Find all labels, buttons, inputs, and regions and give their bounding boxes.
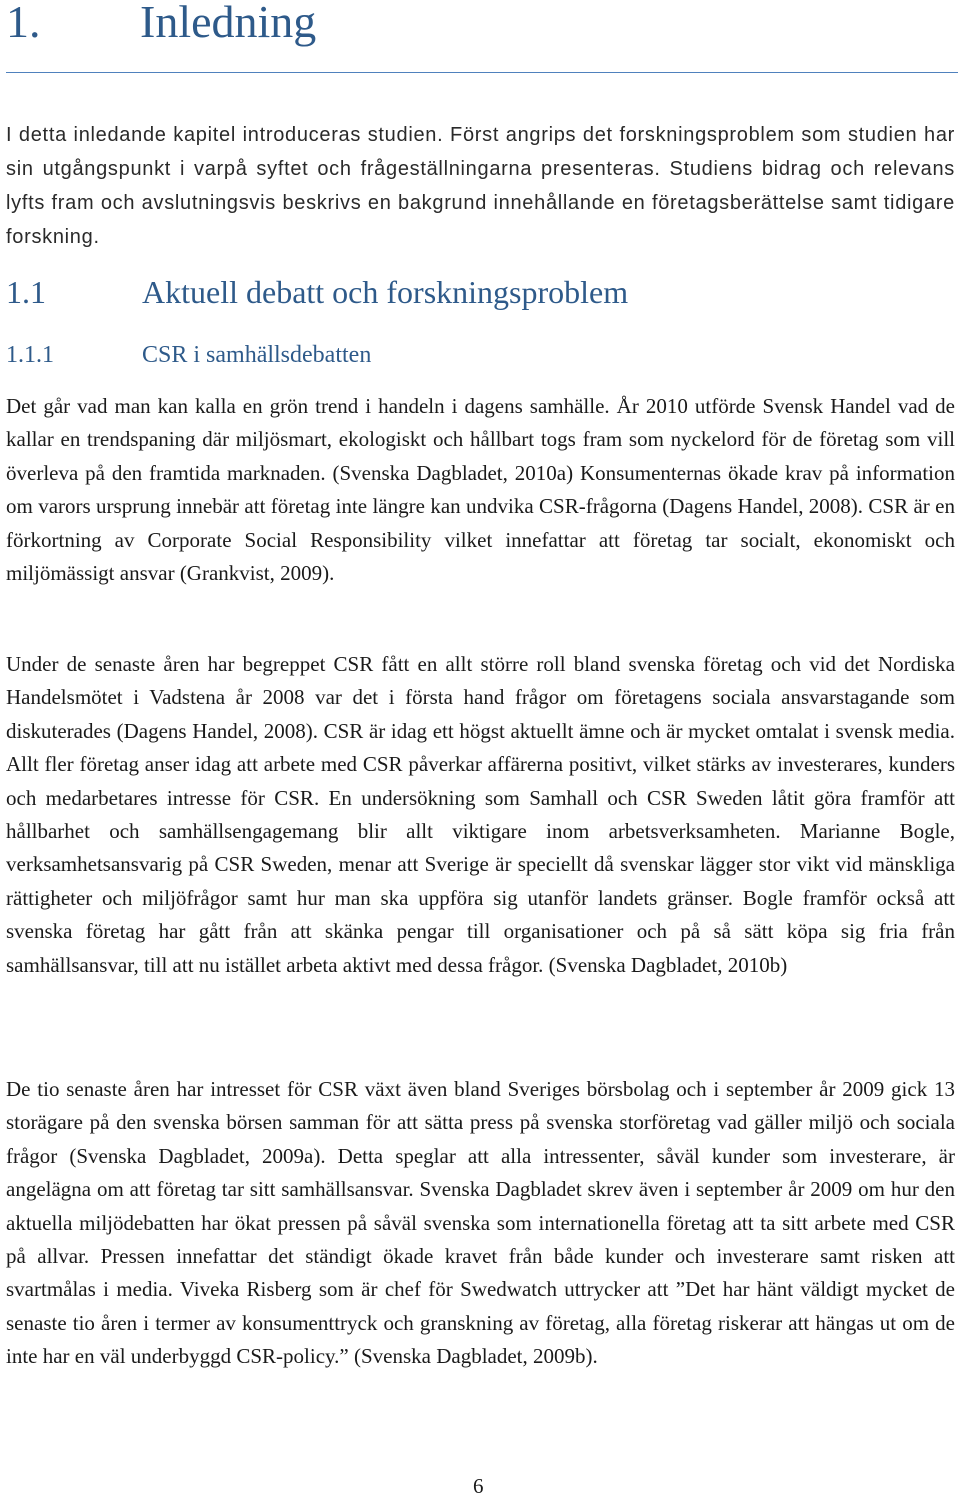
section-heading xyxy=(6,272,628,312)
chapter-number: 1. xyxy=(6,0,41,47)
chapter-heading xyxy=(6,0,316,52)
body-paragraph-2: Under de senaste åren har begreppet CSR fått en allt större roll bland svenska företag och vid det Nordiska Handelsmötet i Vadstena år 2008 var det i första hand frågor om företagens sociala ansvarstagande som diskuterades (Dagens Handel, 2008). CSR är idag ett högst aktuellt ämne och är mycket omtalat i svensk media. Allt fler företag anser idag att arbete med CSR påverkar affärerna positivt, vilket stärks av investerares, kunders och medarbetares intresse för CSR. En undersökning som Samhall och CSR Sweden låtit göra framför att hållbarhet och samhällsengagemang blir allt viktigare inom arbetsverksamheten. Marianne Bogle, verksamhetsansvarig på CSR Sweden, menar att Sverige är speciellt då svenskar lägger stor vikt vid mänskliga rättigheter och miljöfrågor samt hur man ska uppföra sig utanför landets gränser. Bogle framför också att svenska företag har gått från att skänka pengar till organisationer och på så sätt köpa sig fria från samhällsansvar, till att nu istället arbeta aktivt med dessa frågor. (Svenska Dagbladet, 2010b) xyxy=(6,652,955,977)
section-number: 1.1 xyxy=(6,274,46,310)
body-paragraph-3: De tio senaste åren har intresset för CSR växt även bland Sveriges börsbolag och i september år 2009 gick 13 storägare på den svenska börsen samman för att sätta press på svenska storföretag vad gäller miljö och sociala frågor (Svenska Dagbladet, 2009a). Detta speglar att alla intressenter, såväl kunder som investerare, är angelägna om att företag tar sitt samhällsansvar. Svenska Dagbladet skrev även i september år 2009 om hur den aktuella miljödebatten har ökat pressen på såväl svenska som internationella företag att ta sitt arbete med CSR på allvar. Pressen innefattar det ständigt ökade kravet från både kunder och investerare samt risken att svartmålas i media. Viveka Risberg som är chef för Swedwatch uttrycker att ”Det har hänt väldigt mycket de senaste tio åren i termer av konsumenttryck och granskning av företag, alla företag riskerar att hängas ut om de inte har en väl underbyggd CSR-policy.” (Svenska Dagbladet, 2009b). xyxy=(6,1077,955,1369)
subsection-title: CSR i samhällsdebatten xyxy=(142,342,372,368)
chapter-title: Inledning xyxy=(140,0,317,47)
subsection-heading xyxy=(6,338,371,372)
body-paragraph-1: Det går vad man kan kalla en grön trend i handeln i dagens samhälle. År 2010 utförde Svensk Handel vad de kallar en trendspaning där miljösmart, ekologiskt och hållbart togs fram som nyckelord för de företag som vill överleva på den framtida marknaden. (Svenska Dagbladet, 2010a) Konsumenternas ökade krav på information om varors ursprung innebär att företag inte längre kan undvika CSR-frågorna (Dagens Handel, 2008). CSR är en förkortning av Corporate Social Responsibility vilket innefattar att företag tar socialt, ekonomiskt och miljömässigt ansvar (Grankvist, 2009). xyxy=(6,394,955,586)
subsection-number: 1.1.1 xyxy=(6,342,54,368)
intro-paragraph: I detta inledande kapitel introduceras studien. Först angrips det forskningsproblem som studien har sin utgångspunkt i varpå syftet och frågeställningarna presenteras. Studiens bidrag och relevans lyfts fram och avslutningsvis beskrivs en bakgrund innehållande en företagsberättelse samt tidigare forskning. xyxy=(6,124,955,248)
page-number: 6 xyxy=(473,1474,484,1498)
section-title: Aktuell debatt och forskningsproblem xyxy=(142,274,629,310)
heading-rule xyxy=(6,72,958,73)
